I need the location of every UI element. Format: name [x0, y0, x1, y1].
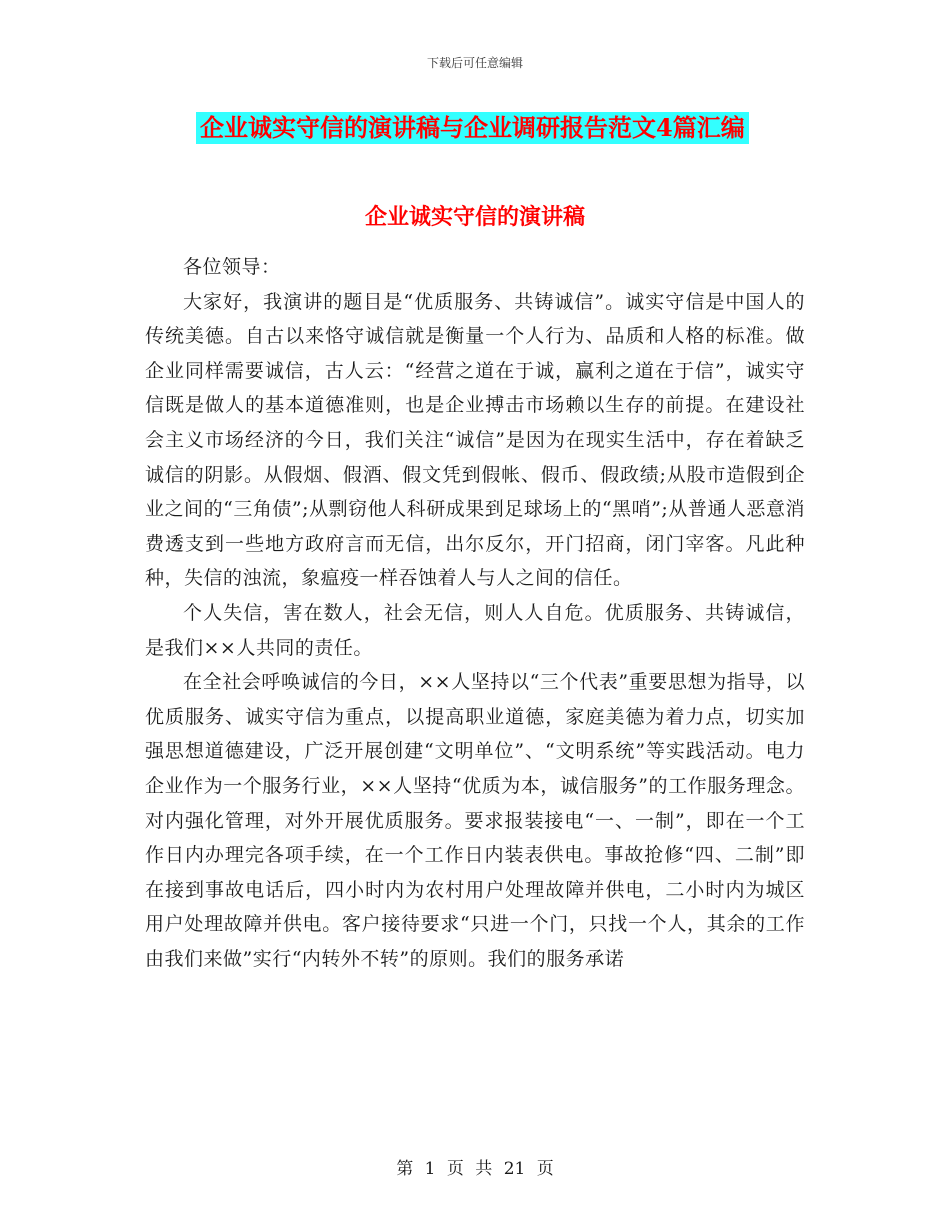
section-title: 企业诚实守信的演讲稿	[364, 204, 585, 230]
paragraph-2: 个人失信，害在数人，社会无信，则人人自危。优质服务、共铸诚信，是我们××人共同的责任。	[145, 601, 805, 659]
page-number-footer: 第 1 页 共 21 页	[396, 1159, 554, 1179]
header-note: 下载后可任意编辑	[426, 56, 523, 70]
document-main-title: 企业诚实守信的演讲稿与企业调研报告范文4篇汇编	[196, 112, 749, 144]
paragraph-1: 大家好，我演讲的题目是“优质服务、共铸诚信”。诚实守信是中国人的传统美德。自古以来恪守诚信就是衡量一个人行为、品质和人格的标准。做企业同样需要诚信，古人云：“经营之道在于诚，赢利之道在于信”，诚实守信既是做人的基本道德准则，也是企业搏击市场赖以生存的前提。在建设社会主义市场经济的今日，我们关注“诚信”是因为在现实生活中，存在着缺乏诚信的阴影。从假烟、假酒、假文凭到假帐、假币、假政绩;从股市造假到企业之间的“三角债”;从剽窃他人科研成果到足球场上的“黑哨”;从普通人恶意消费透支到一些地方政府言而无信，出尔反尔，开门招商，闭门宰客。凡此种种，失信的浊流，象瘟疫一样吞蚀着人与人之间的信任。	[145, 290, 805, 590]
paragraph-3: 在全社会呼唤诚信的今日，××人坚持以“三个代表”重要思想为指导，以优质服务、诚实守信为重点，以提高职业道德，家庭美德为着力点，切实加强思想道德建设，广泛开展创建“文明单位”、“文明系统”等实践活动。电力企业作为一个服务行业，××人坚持“优质为本，诚信服务”的工作服务理念。对内强化管理，对外开展优质服务。要求报装接电“一、一制”，即在一个工作日内办理完各项手续，在一个工作日内装表供电。事故抢修“四、二制”即在接到事故电话后，四小时内为农村用户处理故障并供电，二小时内为城区用户处理故障并供电。客户接待要求“只进一个门，只找一个人，其余的工作由我们来做”实行“内转外不转”的原则。我们的服务承诺	[145, 671, 805, 970]
document-body	[145, 250, 805, 976]
salutation: 各位领导：	[183, 256, 281, 278]
